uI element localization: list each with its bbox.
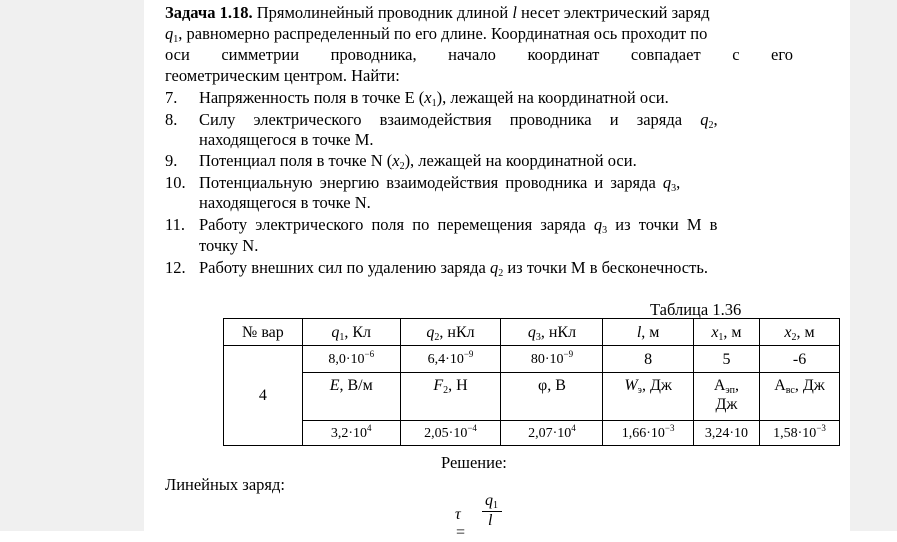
left-margin (0, 0, 144, 531)
item-number: 9. (165, 151, 178, 170)
cell-q3: $80\cdot 10^{-9}$ (501, 346, 603, 373)
item-number: 12. (165, 258, 186, 277)
list-item-continuation: находящегося в точке М. (199, 130, 374, 149)
header-q1: $q_1$, Кл (302, 319, 400, 346)
variant-cell: 4 (224, 346, 303, 446)
header-l: l, м (603, 319, 693, 346)
table-row (224, 421, 840, 446)
header-q3: $q_3$, нКл (501, 319, 603, 346)
header-A-vs: $А_{вс}$, Дж (760, 373, 840, 421)
cell-F2: $2,05\cdot 10^{-4}$ (400, 421, 501, 446)
table-row (224, 346, 840, 373)
list-item: Напряженность поля в точке Е $(x_1)$, лежащей на координатной оси. (199, 88, 669, 109)
cell-A-ep: 3,24·10 (693, 421, 759, 446)
item-number: 11. (165, 215, 186, 234)
list-item-continuation: точку N. (199, 236, 259, 255)
cell-W: $1,66\cdot 10^{-3}$ (603, 421, 693, 446)
list-item: Потенциал поля в точке N $(x_2)$, лежащей на координатной оси. (199, 151, 637, 172)
list-item-continuation: находящегося в точке N. (199, 193, 371, 212)
header-variant: № вар (224, 319, 303, 346)
list-item: Силу электрического взаимодействия проводника и заряда $q_2$, (199, 110, 718, 131)
data-table (223, 318, 840, 446)
task-line-2: $q_1$, равномерно распределенный по его длине. Координатная ось проходит по (165, 24, 708, 45)
right-margin (850, 0, 897, 531)
cell-A-vs: $1,58\cdot 10^{-3}$ (760, 421, 840, 446)
solution-heading: Решение: (441, 453, 507, 472)
header-phi: φ, В (501, 373, 603, 421)
cell-E: $3,2\cdot 10^4$ (302, 421, 400, 446)
formula-numerator: $q_1$ (485, 492, 498, 511)
list-item: Работу внешних сил по удалению заряда $q_2$ из точки М в бесконечность. (199, 258, 708, 279)
item-number: 8. (165, 110, 178, 129)
cell-x1: 5 (693, 346, 759, 373)
cell-phi: $2,07\cdot 10^4$ (501, 421, 603, 446)
cell-q2: $6,4\cdot 10^{-9}$ (400, 346, 501, 373)
table-header-row (224, 319, 840, 346)
header-W: $W_э$, Дж (603, 373, 693, 421)
formula-denominator: l (488, 512, 493, 529)
header-x1: $x_1$, м (693, 319, 759, 346)
table-caption: Таблица 1.36 (650, 300, 742, 319)
item-number: 10. (165, 173, 186, 192)
header-q2: $q_2$, нКл (400, 319, 501, 346)
header-x2: $x_2$, м (760, 319, 840, 346)
table-row (224, 373, 840, 421)
task-line-3: оси симметрии проводника, начало координат совпадает с его (165, 45, 793, 64)
header-A-ep: $А_{эп}$, Дж (693, 373, 759, 421)
item-number: 7. (165, 88, 178, 107)
header-F2: $F_2$, Н (400, 373, 501, 421)
task-line-4: геометрическим центром. Найти: (165, 66, 400, 85)
task-line-1: Задача 1.18. Прямолинейный проводник длиной l несет электрический заряд (165, 3, 710, 22)
cell-q1: $8,0\cdot 10^{-6}$ (302, 346, 400, 373)
formula-lhs: τ = (455, 506, 466, 541)
cell-l: 8 (603, 346, 693, 373)
solution-text: Линейных заряд: (165, 475, 285, 494)
header-E: E, В/м (302, 373, 400, 421)
task-title: Задача 1.18. (165, 3, 253, 22)
cell-x2: -6 (760, 346, 840, 373)
list-item: Работу электрического поля по перемещения заряда $q_3$ из точки М в (199, 215, 718, 236)
list-item: Потенциальную энергию взаимодействия проводника и заряда $q_3$, (199, 173, 681, 194)
